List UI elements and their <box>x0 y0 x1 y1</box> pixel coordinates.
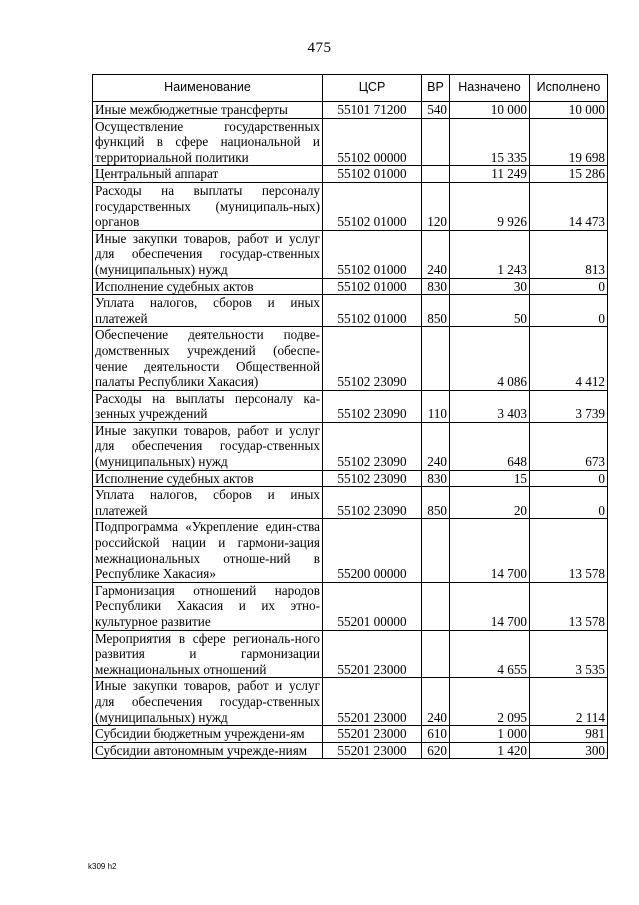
budget-table <box>92 74 608 759</box>
row-executed: 19 698 <box>530 118 608 166</box>
row-assigned: 14 700 <box>450 519 530 582</box>
row-csr: 55102 01000 <box>323 295 422 327</box>
row-vr: 540 <box>422 102 450 119</box>
page-number: 475 <box>307 40 332 56</box>
row-name: Уплата налогов, сборов и иных платежей <box>93 295 323 327</box>
row-name: Иные закупки товаров, работ и услуг для обеспечения государ-ственных (муниципальных) нужд <box>93 678 323 726</box>
row-assigned: 1 243 <box>450 230 530 278</box>
row-name: Исполнение судебных актов <box>93 278 323 295</box>
row-csr: 55102 23090 <box>323 422 422 470</box>
row-assigned: 15 335 <box>450 118 530 166</box>
row-executed: 0 <box>530 470 608 487</box>
row-executed: 10 000 <box>530 102 608 119</box>
row-assigned: 30 <box>450 278 530 295</box>
row-executed: 3 535 <box>530 630 608 678</box>
row-name: Уплата налогов, сборов и иных платежей <box>93 487 323 519</box>
row-name: Гармонизация отношений народов Республики Хакасия и их этно-культурное развитие <box>93 582 323 630</box>
row-assigned: 4 655 <box>450 630 530 678</box>
row-vr: 110 <box>422 390 450 422</box>
row-vr: 620 <box>422 742 450 759</box>
row-assigned: 11 249 <box>450 166 530 183</box>
row-csr: 55102 23090 <box>323 327 422 390</box>
row-name: Обеспечение деятельности подве-домственных учреждений (обеспе-чение деятельности Общественной палаты Республики Хакасия) <box>93 327 323 390</box>
row-csr: 55102 23090 <box>323 487 422 519</box>
row-executed: 0 <box>530 295 608 327</box>
row-assigned: 2 095 <box>450 678 530 726</box>
row-csr: 55102 23090 <box>323 470 422 487</box>
row-name: Иные межбюджетные трансферты <box>93 102 323 119</box>
row-vr <box>422 630 450 678</box>
row-executed: 13 578 <box>530 582 608 630</box>
row-executed: 4 412 <box>530 327 608 390</box>
row-executed: 2 114 <box>530 678 608 726</box>
row-executed: 14 473 <box>530 182 608 230</box>
row-assigned: 3 403 <box>450 390 530 422</box>
row-csr: 55102 01000 <box>323 278 422 295</box>
row-assigned: 648 <box>450 422 530 470</box>
row-name: Исполнение судебных актов <box>93 470 323 487</box>
row-csr: 55102 00000 <box>323 118 422 166</box>
row-csr: 55102 23090 <box>323 390 422 422</box>
row-vr: 850 <box>422 295 450 327</box>
row-assigned: 50 <box>450 295 530 327</box>
table-row <box>93 742 608 759</box>
row-name: Расходы на выплаты персоналу государственных (муниципаль-ных) органов <box>93 182 323 230</box>
header-name: Наименование <box>93 75 323 102</box>
row-assigned: 4 086 <box>450 327 530 390</box>
row-name: Центральный аппарат <box>93 166 323 183</box>
row-assigned: 14 700 <box>450 582 530 630</box>
row-vr <box>422 519 450 582</box>
table-row <box>93 295 608 327</box>
table-row <box>93 630 608 678</box>
row-executed: 981 <box>530 726 608 743</box>
row-executed: 673 <box>530 422 608 470</box>
row-executed: 0 <box>530 278 608 295</box>
row-vr: 850 <box>422 487 450 519</box>
row-vr: 240 <box>422 422 450 470</box>
row-csr: 55200 00000 <box>323 519 422 582</box>
row-vr: 830 <box>422 470 450 487</box>
table-row <box>93 230 608 278</box>
table-row <box>93 118 608 166</box>
table-row <box>93 470 608 487</box>
row-csr: 55201 23000 <box>323 630 422 678</box>
row-assigned: 20 <box>450 487 530 519</box>
row-name: Субсидии автономным учрежде-ниям <box>93 742 323 759</box>
header-executed: Исполнено <box>530 75 608 102</box>
row-name: Иные закупки товаров, работ и услуг для обеспечения государ-ственных (муниципальных) нужд <box>93 422 323 470</box>
row-csr: 55101 71200 <box>323 102 422 119</box>
row-csr: 55201 23000 <box>323 726 422 743</box>
row-vr <box>422 166 450 183</box>
row-vr: 240 <box>422 230 450 278</box>
table-row <box>93 678 608 726</box>
document-code: k309 h2 <box>88 862 117 871</box>
row-csr: 55201 23000 <box>323 742 422 759</box>
row-name: Субсидии бюджетным учреждени-ям <box>93 726 323 743</box>
row-assigned: 10 000 <box>450 102 530 119</box>
row-csr: 55102 01000 <box>323 166 422 183</box>
row-vr: 610 <box>422 726 450 743</box>
row-assigned: 9 926 <box>450 182 530 230</box>
row-name: Иные закупки товаров, работ и услуг для обеспечения государ-ственных (муниципальных) нужд <box>93 230 323 278</box>
table-row <box>93 390 608 422</box>
table-row <box>93 327 608 390</box>
table-row <box>93 519 608 582</box>
header-csr: ЦСР <box>323 75 422 102</box>
row-csr: 55102 01000 <box>323 230 422 278</box>
row-assigned: 1 000 <box>450 726 530 743</box>
row-vr: 120 <box>422 182 450 230</box>
table-row <box>93 278 608 295</box>
row-executed: 0 <box>530 487 608 519</box>
row-csr: 55201 23000 <box>323 678 422 726</box>
table-row <box>93 166 608 183</box>
table-row <box>93 726 608 743</box>
row-csr: 55201 00000 <box>323 582 422 630</box>
table-header-row <box>93 75 608 102</box>
row-assigned: 15 <box>450 470 530 487</box>
header-assigned: Назначено <box>450 75 530 102</box>
table-row <box>93 582 608 630</box>
row-name: Расходы на выплаты персоналу ка-зенных учреждений <box>93 390 323 422</box>
row-vr <box>422 118 450 166</box>
header-vr: ВР <box>422 75 450 102</box>
row-assigned: 1 420 <box>450 742 530 759</box>
row-name: Мероприятия в сфере региональ-ного развития и гармонизации межнациональных отношений <box>93 630 323 678</box>
table-row <box>93 487 608 519</box>
row-vr <box>422 582 450 630</box>
table-row <box>93 182 608 230</box>
row-csr: 55102 01000 <box>323 182 422 230</box>
row-executed: 15 286 <box>530 166 608 183</box>
row-vr <box>422 327 450 390</box>
row-name: Осуществление государственных функций в сфере национальной и территориальной политики <box>93 118 323 166</box>
row-executed: 813 <box>530 230 608 278</box>
row-vr: 240 <box>422 678 450 726</box>
table-row <box>93 422 608 470</box>
row-executed: 3 739 <box>530 390 608 422</box>
row-executed: 300 <box>530 742 608 759</box>
table-row <box>93 102 608 119</box>
row-executed: 13 578 <box>530 519 608 582</box>
row-vr: 830 <box>422 278 450 295</box>
row-name: Подпрограмма «Укрепление един-ства российской нации и гармони-зация межнациональных отноше-ний в Республике Хакасия» <box>93 519 323 582</box>
